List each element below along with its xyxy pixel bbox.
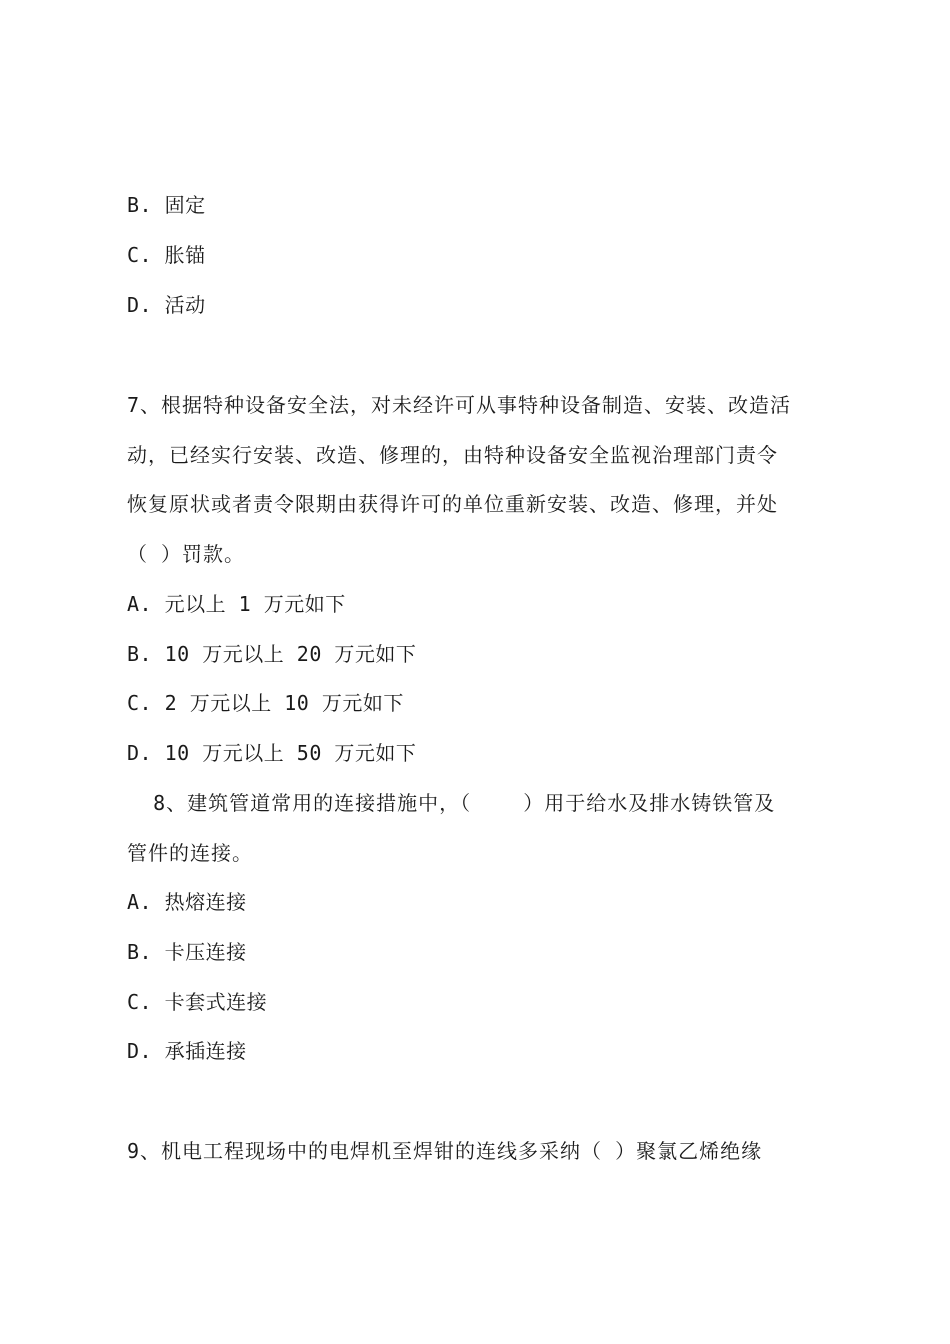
question-7-line-4: （ ）罚款。 <box>127 542 246 566</box>
question-7-option-a: A. 元以上 1 万元如下 <box>127 592 346 616</box>
question-8-line-2: 管件的连接。 <box>127 841 253 865</box>
question-8-line-1: 8、建筑管道常用的连接措施中，（ ）用于给水及排水铸铁管及 <box>127 791 776 815</box>
option-d: D. 活动 <box>127 293 206 317</box>
question-8-option-c: C. 卡套式连接 <box>127 990 268 1014</box>
question-8-option-d: D. 承插连接 <box>127 1039 247 1063</box>
question-8-option-a: A. 热熔连接 <box>127 890 247 914</box>
option-b: B. 固定 <box>127 193 206 217</box>
option-c: C. 胀锚 <box>127 243 206 267</box>
question-7-line-3: 恢复原状或者责令限期由获得许可的单位重新安装、改造、修理，并处 <box>127 492 778 516</box>
question-7-option-d: D. 10 万元以上 50 万元如下 <box>127 741 417 765</box>
question-7-option-c: C. 2 万元以上 10 万元如下 <box>127 691 404 715</box>
question-7-line-2: 动，已经实行安装、改造、修理的，由特种设备安全监视治理部门责令 <box>127 443 778 467</box>
question-9-line-1: 9、机电工程现场中的电焊机至焊钳的连线多采纳（ ）聚氯乙烯绝缘 <box>127 1139 763 1163</box>
question-7-option-b: B. 10 万元以上 20 万元如下 <box>127 642 417 666</box>
question-7-line-1: 7、根据特种设备安全法，对未经许可从事特种设备制造、安装、改造活 <box>127 393 792 417</box>
question-8-option-b: B. 卡压连接 <box>127 940 247 964</box>
